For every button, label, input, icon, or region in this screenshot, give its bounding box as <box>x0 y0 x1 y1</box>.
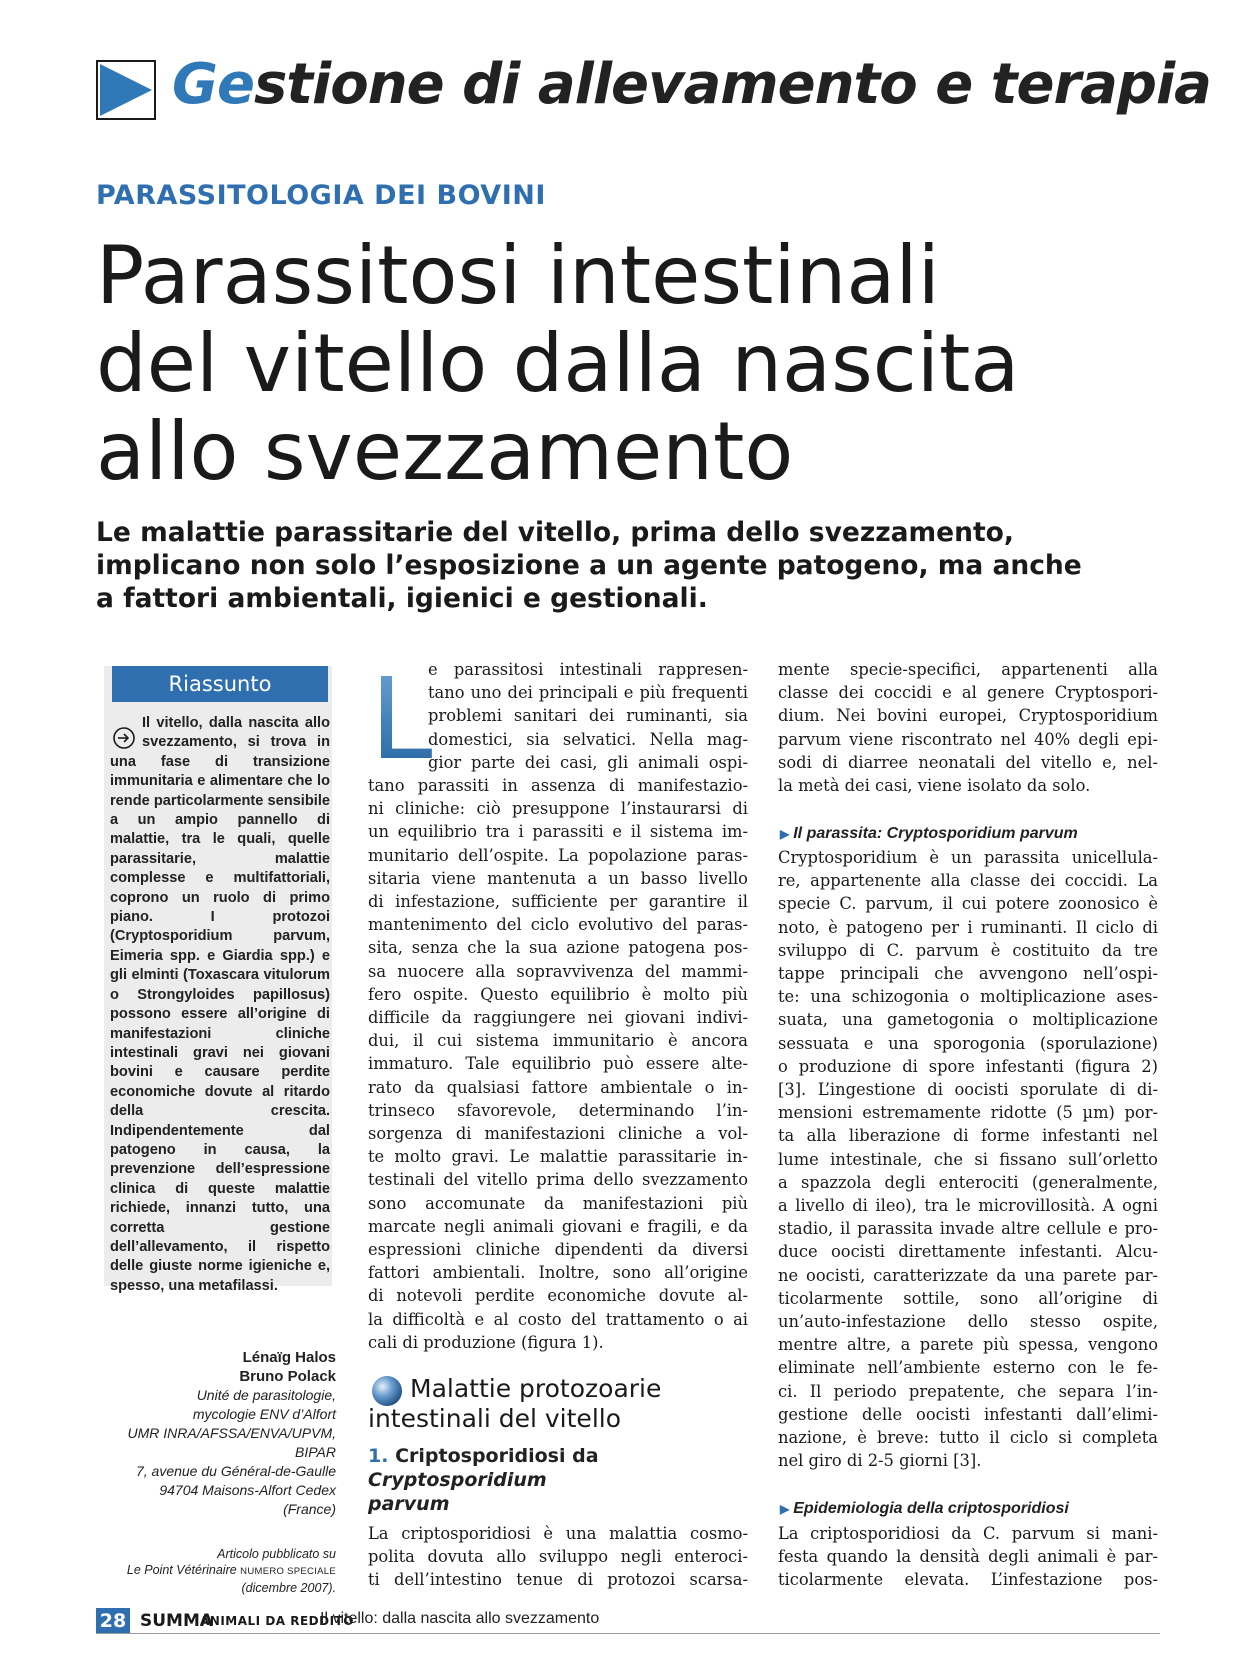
body-line: [3]. L’ingestione di oocisti sporulate di di- <box>778 1080 1158 1100</box>
body-line: duce oocisti direttamente infestanti. Alcu- <box>778 1242 1158 1262</box>
body-line: ta alla liberazione di forme infestanti nel <box>778 1126 1158 1146</box>
journal-logo: SUMMA <box>140 1611 214 1631</box>
body-line: sono accomunate da manifestazioni più <box>368 1193 748 1213</box>
body-line: sitaria viene mantenuta a un basso livello <box>368 868 748 888</box>
article-headline <box>96 229 1156 498</box>
body-line: ne oocisti, caratterizzate da una parete par- <box>778 1265 1158 1285</box>
body-line: suata, una gametogonia o moltiplicazione <box>778 1010 1158 1030</box>
body-line: sita, senza che la sua azione patogena pos- <box>368 938 748 958</box>
body-line: te molto gravi. Le malattie parassitarie in- <box>368 1147 748 1167</box>
body-line: ni cliniche: ciò presuppone l’instaurarsi di <box>368 799 748 819</box>
author-address: (France) <box>283 1501 336 1517</box>
body-line: ti dell’intestino tenue di protozoi scarsa- <box>368 1570 748 1590</box>
body-line: La criptosporidiosi da C. parvum si mani- <box>778 1524 1158 1543</box>
body-line: nel giro di 2-5 giorni [3]. <box>778 1451 982 1471</box>
headline-line: Parassitosi intestinali <box>96 229 940 322</box>
body-line: tappe principali che avvengono nell’ospi- <box>778 964 1158 984</box>
body-line: mensioni estremamente ridotte (5 µm) por- <box>778 1103 1158 1123</box>
body-line: gestione delle oocisti infestanti dall’elimi- <box>778 1404 1158 1424</box>
body-column-2-end <box>778 1522 1158 1592</box>
body-line: mente specie-specifici, appartenenti alla <box>778 660 1158 679</box>
paragraph-subhead <box>780 1500 1069 1518</box>
author-name: Lénaïg Halos <box>242 1349 336 1366</box>
section-title <box>172 52 1211 117</box>
body-column-2 <box>778 658 1158 797</box>
body-line: espressioni cliniche dipendenti da diversi <box>368 1240 748 1260</box>
headline-line: del vitello dalla nascita <box>96 317 1020 410</box>
body-line: di notevoli perdite economiche dovute al- <box>368 1286 748 1306</box>
note-line: Articolo pubblicato su <box>217 1547 336 1561</box>
article-lede <box>96 516 1146 615</box>
footer-divider <box>96 1633 1160 1634</box>
body-line: ci. Il periodo prepatente, che separa l’in- <box>778 1381 1158 1401</box>
lede-line: a fattori ambientali, igienici e gestionali. <box>96 583 708 614</box>
body-line: parvum viene riscontrato nel 40% degli epi- <box>778 729 1158 749</box>
subsection-title: Criptosporidiosi da <box>395 1445 599 1467</box>
lede-line: implicano non solo l’esposizione a un agente patogeno, ma anche <box>96 550 1082 581</box>
section-play-icon <box>96 60 156 120</box>
body-line: nazione, è breve: tutto il ciclo si completa <box>778 1428 1158 1448</box>
body-line: o produzione di spore infestanti (figura 2) <box>778 1056 1158 1076</box>
note-issue: NUMERO SPECIALE <box>240 1566 336 1577</box>
headline-line: allo svezzamento <box>96 405 794 498</box>
subsection-number: 1. <box>368 1445 389 1467</box>
body-line: sa nuocere alla sopravvivenza del mammi- <box>368 961 748 981</box>
page-number: 28 <box>96 1608 130 1634</box>
triangle-bullet-icon: ▶ <box>780 827 790 841</box>
body-line: a spazzola degli enterociti (generalmente, <box>778 1172 1158 1192</box>
note-line: (dicembre 2007). <box>241 1581 336 1595</box>
publication-note <box>100 1546 336 1596</box>
paragraph-subhead <box>780 825 1078 843</box>
body-line: a livello di ileo), tra le microvillosità. A ogni <box>778 1196 1158 1216</box>
body-line: ticolarmente elevata. L’infestazione pos- <box>778 1570 1158 1590</box>
body-line: fattori ambientali. Inoltre, sono all’origine <box>368 1263 748 1283</box>
body-line: trinseco sfavorevole, determinando l’in- <box>368 1100 748 1120</box>
body-line: cali di produzione (figura 1). <box>368 1332 604 1352</box>
body-line: mentre altre, a parete più spessa, vengono <box>778 1335 1158 1355</box>
body-line: un’auto-infestazione dello stesso ospite, <box>778 1312 1158 1332</box>
author-affiliation: Unité de parasitologie, <box>196 1387 336 1403</box>
body-line: eliminate nell’ambiente esterno con le fe- <box>778 1358 1158 1378</box>
body-line: re, appartenente alla classe dei coccidi. La <box>778 871 1158 891</box>
lede-line: Le malattie parassitarie del vitello, prima dello svezzamento, <box>96 517 1014 548</box>
body-line: sessuata e una sporogonia (sporulazione) <box>778 1033 1158 1053</box>
journal-section: ANIMALI DA REDDITO <box>200 1614 354 1628</box>
subsection-heading <box>368 1444 748 1516</box>
section-heading-line: intestinali del vitello <box>368 1404 622 1433</box>
body-line: la metà dei casi, viene isolato da solo. <box>778 776 1091 796</box>
drop-cap-letter: L <box>370 655 433 785</box>
body-line: e parassitosi intestinali rappresen- <box>428 660 748 679</box>
body-line: tano parassiti in assenza di manifestazio- <box>368 776 748 796</box>
body-column-1-continued <box>368 1522 748 1592</box>
body-line: problemi sanitari dei ruminanti, sia <box>428 706 748 726</box>
body-line: gior parte dei casi, gli animali ospi- <box>428 752 748 772</box>
body-line: testinali del vitello prima dello svezzamento <box>368 1170 748 1190</box>
subsection-title-italic: Cryptosporidium <box>368 1469 547 1491</box>
body-line: domestici, sia selvatici. Nella mag- <box>428 729 748 749</box>
author-affiliation: UMR INRA/AFSSA/ENVA/UPVM, <box>127 1425 336 1441</box>
subhead-text: Epidemiologia della criptosporidiosi <box>793 1500 1069 1517</box>
body-line: munitario dell’ospite. La popolazione paras- <box>368 845 748 865</box>
body-line: rato da qualsiasi fattore ambientale o in- <box>368 1077 748 1097</box>
body-line: dium. Nei bovini europei, Cryptosporidium <box>778 706 1158 726</box>
body-line: Cryptosporidium è un parassita unicellula- <box>778 848 1158 867</box>
author-affiliation: BIPAR <box>295 1444 336 1460</box>
body-line: tano uno dei principali e più frequenti <box>428 683 748 703</box>
subsection-title-italic: parvum <box>368 1493 450 1515</box>
body-line: sorgenza di manifestazioni cliniche a vol- <box>368 1124 748 1144</box>
body-line: stadio, il parassita invade altre cellule e pro- <box>778 1219 1158 1239</box>
body-column-2-continued <box>778 846 1158 1472</box>
author-address: 7, avenue du Général-de-Gaulle <box>135 1463 336 1479</box>
body-line: festa quando la densità degli animali è par- <box>778 1547 1158 1567</box>
body-line: sviluppo di C. parvum è costituito da tre <box>778 940 1158 960</box>
note-journal: Le Point Vétérinaire <box>126 1563 237 1577</box>
summary-text <box>110 714 330 1296</box>
body-line: specie C. parvum, il cui potere zoonosico è <box>778 894 1158 914</box>
body-line: dui, il cui sistema immunitario è ancora <box>368 1031 748 1051</box>
running-title: Il vitello: dalla nascita allo svezzamento <box>320 1610 600 1627</box>
section-title-rest: stione di allevamento e terapia <box>253 52 1211 117</box>
triangle-bullet-icon: ▶ <box>780 1502 790 1516</box>
body-line: noto, è patogeno per i ruminanti. Il ciclo di <box>778 917 1158 937</box>
subhead-text: Il parassita: Cryptosporidium parvum <box>793 825 1078 842</box>
dropcap-indented-block <box>368 658 748 774</box>
summary-paragraph: Il vitello, dalla nascita allo svezzamento, si trova in una fase di transizione immunitaria e alimentare che lo rende particolarmente sensibile a un ampio pannello di malattie, tra le quali, quelle parassitarie, malattie complesse e multifattoriali, coprono un ruolo di primo piano. I protozoi (Cryptosporidium parvum, Eimeria spp. e Giardia spp.) e gli elminti (Toxascara vitulorum o Strongyloides papillosus) possono essere all’origine di manifestazioni cliniche intestinali gravi nei giovani bovini e causare perdite economiche dovute al ritardo della crescita. Indipendentemente dal patogeno in causa, la prevenzione dell’espressione clinica di queste malattie richiede, innanzi tutto, una corretta gestione dell’allevamento, il rispetto delle giuste norme igieniche e, spesso, una metafilassi. <box>110 715 330 1294</box>
body-column-1 <box>368 658 748 1354</box>
note-line <box>100 1562 336 1580</box>
body-line: classe dei coccidi e al genere Cryptospori- <box>778 683 1158 703</box>
body-line: immaturo. Tale equilibrio può essere alte- <box>368 1054 748 1074</box>
body-line: la difficoltà e al costo del trattamento o ai <box>368 1309 748 1329</box>
body-line: sodi di diarree neonatali del vitello e, nel- <box>778 752 1158 772</box>
author-affiliation: mycologie ENV d’Alfort <box>192 1406 336 1422</box>
author-block <box>100 1348 336 1519</box>
summary-title: Riassunto <box>112 666 328 702</box>
body-line: lume intestinale, che si fissano sull’orletto <box>778 1149 1158 1169</box>
author-address: 94704 Maisons-Alfort Cedex <box>159 1482 336 1498</box>
body-line: di infestazione, sufficiente per garantire il <box>368 892 748 912</box>
kicker: PARASSITOLOGIA DEI BOVINI <box>96 180 546 211</box>
body-line: polita dovuta allo sviluppo negli enteroci- <box>368 1547 748 1567</box>
body-line: ticolarmente sottile, sono all’origine di <box>778 1288 1158 1308</box>
author-name: Bruno Polack <box>239 1368 336 1385</box>
body-line: fero ospite. Questo equilibrio è molto più <box>368 984 748 1004</box>
section-title-accent: Ge <box>172 52 254 117</box>
body-line: mantenimento del ciclo evolutivo del paras- <box>368 915 748 935</box>
body-line: marcate negli animali giovani e fragili, e da <box>368 1216 748 1236</box>
body-line: un equilibrio tra i parassiti e il sistema im- <box>368 822 748 842</box>
body-line: difficile da raggiungere nei giovani indivi- <box>368 1008 748 1028</box>
body-line: te: una schizogonia o moltiplicazione ases- <box>778 987 1158 1007</box>
body-line: La criptosporidiosi è una malattia cosmo- <box>368 1524 748 1543</box>
section-heading-line: Malattie protozoarie <box>410 1374 662 1403</box>
section-heading <box>368 1374 748 1434</box>
